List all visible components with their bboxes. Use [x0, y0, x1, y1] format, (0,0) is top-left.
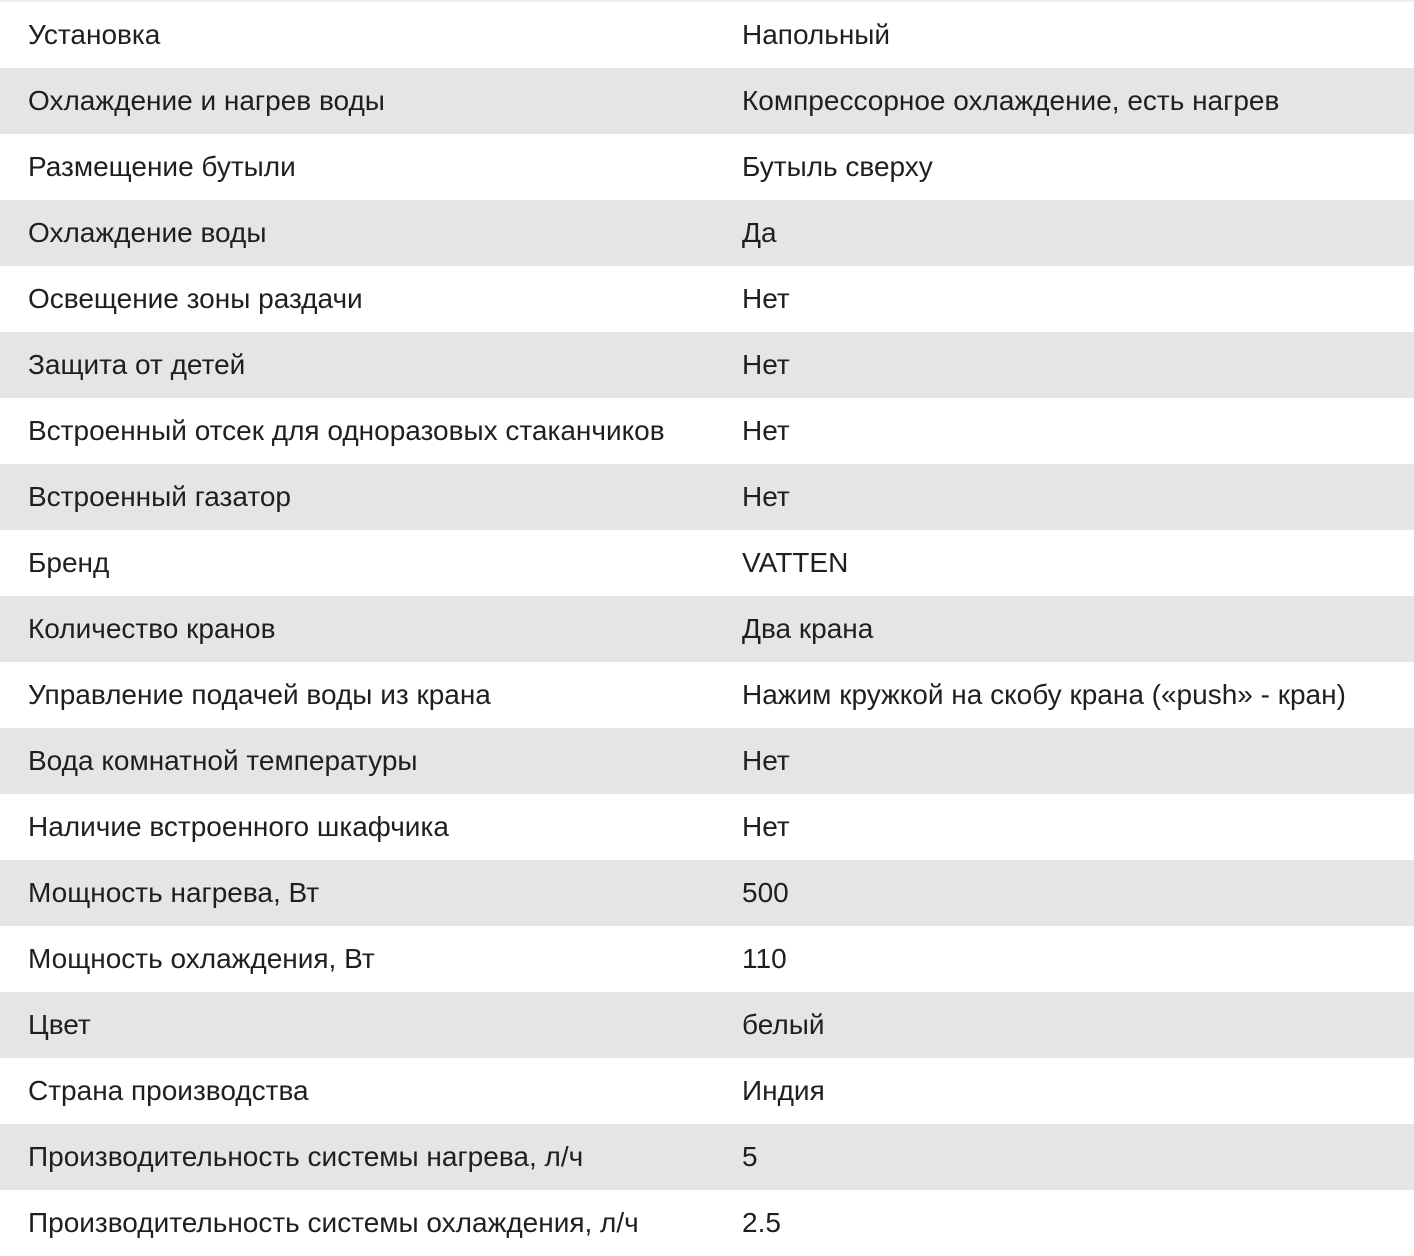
spec-row-lighting: [0, 266, 1414, 332]
spec-value: Нет: [742, 745, 790, 776]
spec-value: Компрессорное охлаждение, есть нагрев: [742, 85, 1280, 116]
spec-row-brand: [0, 530, 1414, 596]
spec-row-child-lock: [0, 332, 1414, 398]
spec-row-color: [0, 992, 1414, 1058]
spec-row-water-cooling: [0, 200, 1414, 266]
spec-row-installation: [0, 2, 1414, 68]
spec-label: Производительность системы нагрева, л/ч: [28, 1141, 584, 1172]
spec-row-tap-count: [0, 596, 1414, 662]
spec-label: Установка: [28, 19, 161, 50]
spec-row-cup-compartment: [0, 398, 1414, 464]
spec-value: Нет: [742, 415, 790, 446]
spec-row-country: [0, 1058, 1414, 1124]
spec-label: Встроенный газатор: [28, 481, 291, 512]
spec-label: Охлаждение воды: [28, 217, 267, 248]
spec-label: Защита от детей: [28, 349, 246, 380]
spec-label: Встроенный отсек для одноразовых стаканчиков: [28, 415, 665, 446]
spec-label: Охлаждение и нагрев воды: [28, 85, 385, 116]
spec-value: 5: [742, 1141, 758, 1172]
spec-value: VATTEN: [742, 547, 849, 578]
spec-row-cooling-heating: [0, 68, 1414, 134]
spec-row-carbonator: [0, 464, 1414, 530]
spec-value: Нет: [742, 481, 790, 512]
spec-label: Освещение зоны раздачи: [28, 283, 363, 314]
spec-value: Индия: [742, 1075, 825, 1106]
spec-value: Нет: [742, 283, 790, 314]
spec-label: Мощность охлаждения, Вт: [28, 943, 375, 974]
spec-value: Бутыль сверху: [742, 151, 933, 182]
spec-row-room-temp-water: [0, 728, 1414, 794]
spec-row-tap-control: [0, 662, 1414, 728]
spec-row-bottle-placement: [0, 134, 1414, 200]
spec-label: Цвет: [28, 1009, 91, 1040]
spec-value: Да: [742, 217, 777, 248]
spec-label: Бренд: [28, 547, 110, 578]
spec-label: Управление подачей воды из крана: [28, 679, 491, 710]
spec-value: 500: [742, 877, 789, 908]
spec-label: Количество кранов: [28, 613, 276, 644]
spec-label: Наличие встроенного шкафчика: [28, 811, 449, 842]
spec-label: Мощность нагрева, Вт: [28, 877, 320, 908]
spec-label: Размещение бутыли: [28, 151, 296, 182]
spec-value: Нажим кружкой на скобу крана («push» - кран): [742, 679, 1346, 710]
spec-label: Производительность системы охлаждения, л/ч: [28, 1207, 639, 1238]
spec-value: Нет: [742, 349, 790, 380]
spec-value: 110: [742, 943, 787, 974]
spec-row-cooling-capacity: [0, 1190, 1414, 1256]
spec-row-cooling-power: [0, 926, 1414, 992]
spec-label: Вода комнатной температуры: [28, 745, 418, 776]
spec-row-heating-capacity: [0, 1124, 1414, 1190]
spec-value: Два крана: [742, 613, 874, 644]
spec-value: Напольный: [742, 19, 891, 50]
spec-row-cabinet: [0, 794, 1414, 860]
spec-value: белый: [742, 1009, 825, 1040]
spec-value: 2.5: [742, 1207, 781, 1238]
spec-value: Нет: [742, 811, 790, 842]
spec-row-heating-power: [0, 860, 1414, 926]
spec-label: Страна производства: [28, 1075, 309, 1106]
